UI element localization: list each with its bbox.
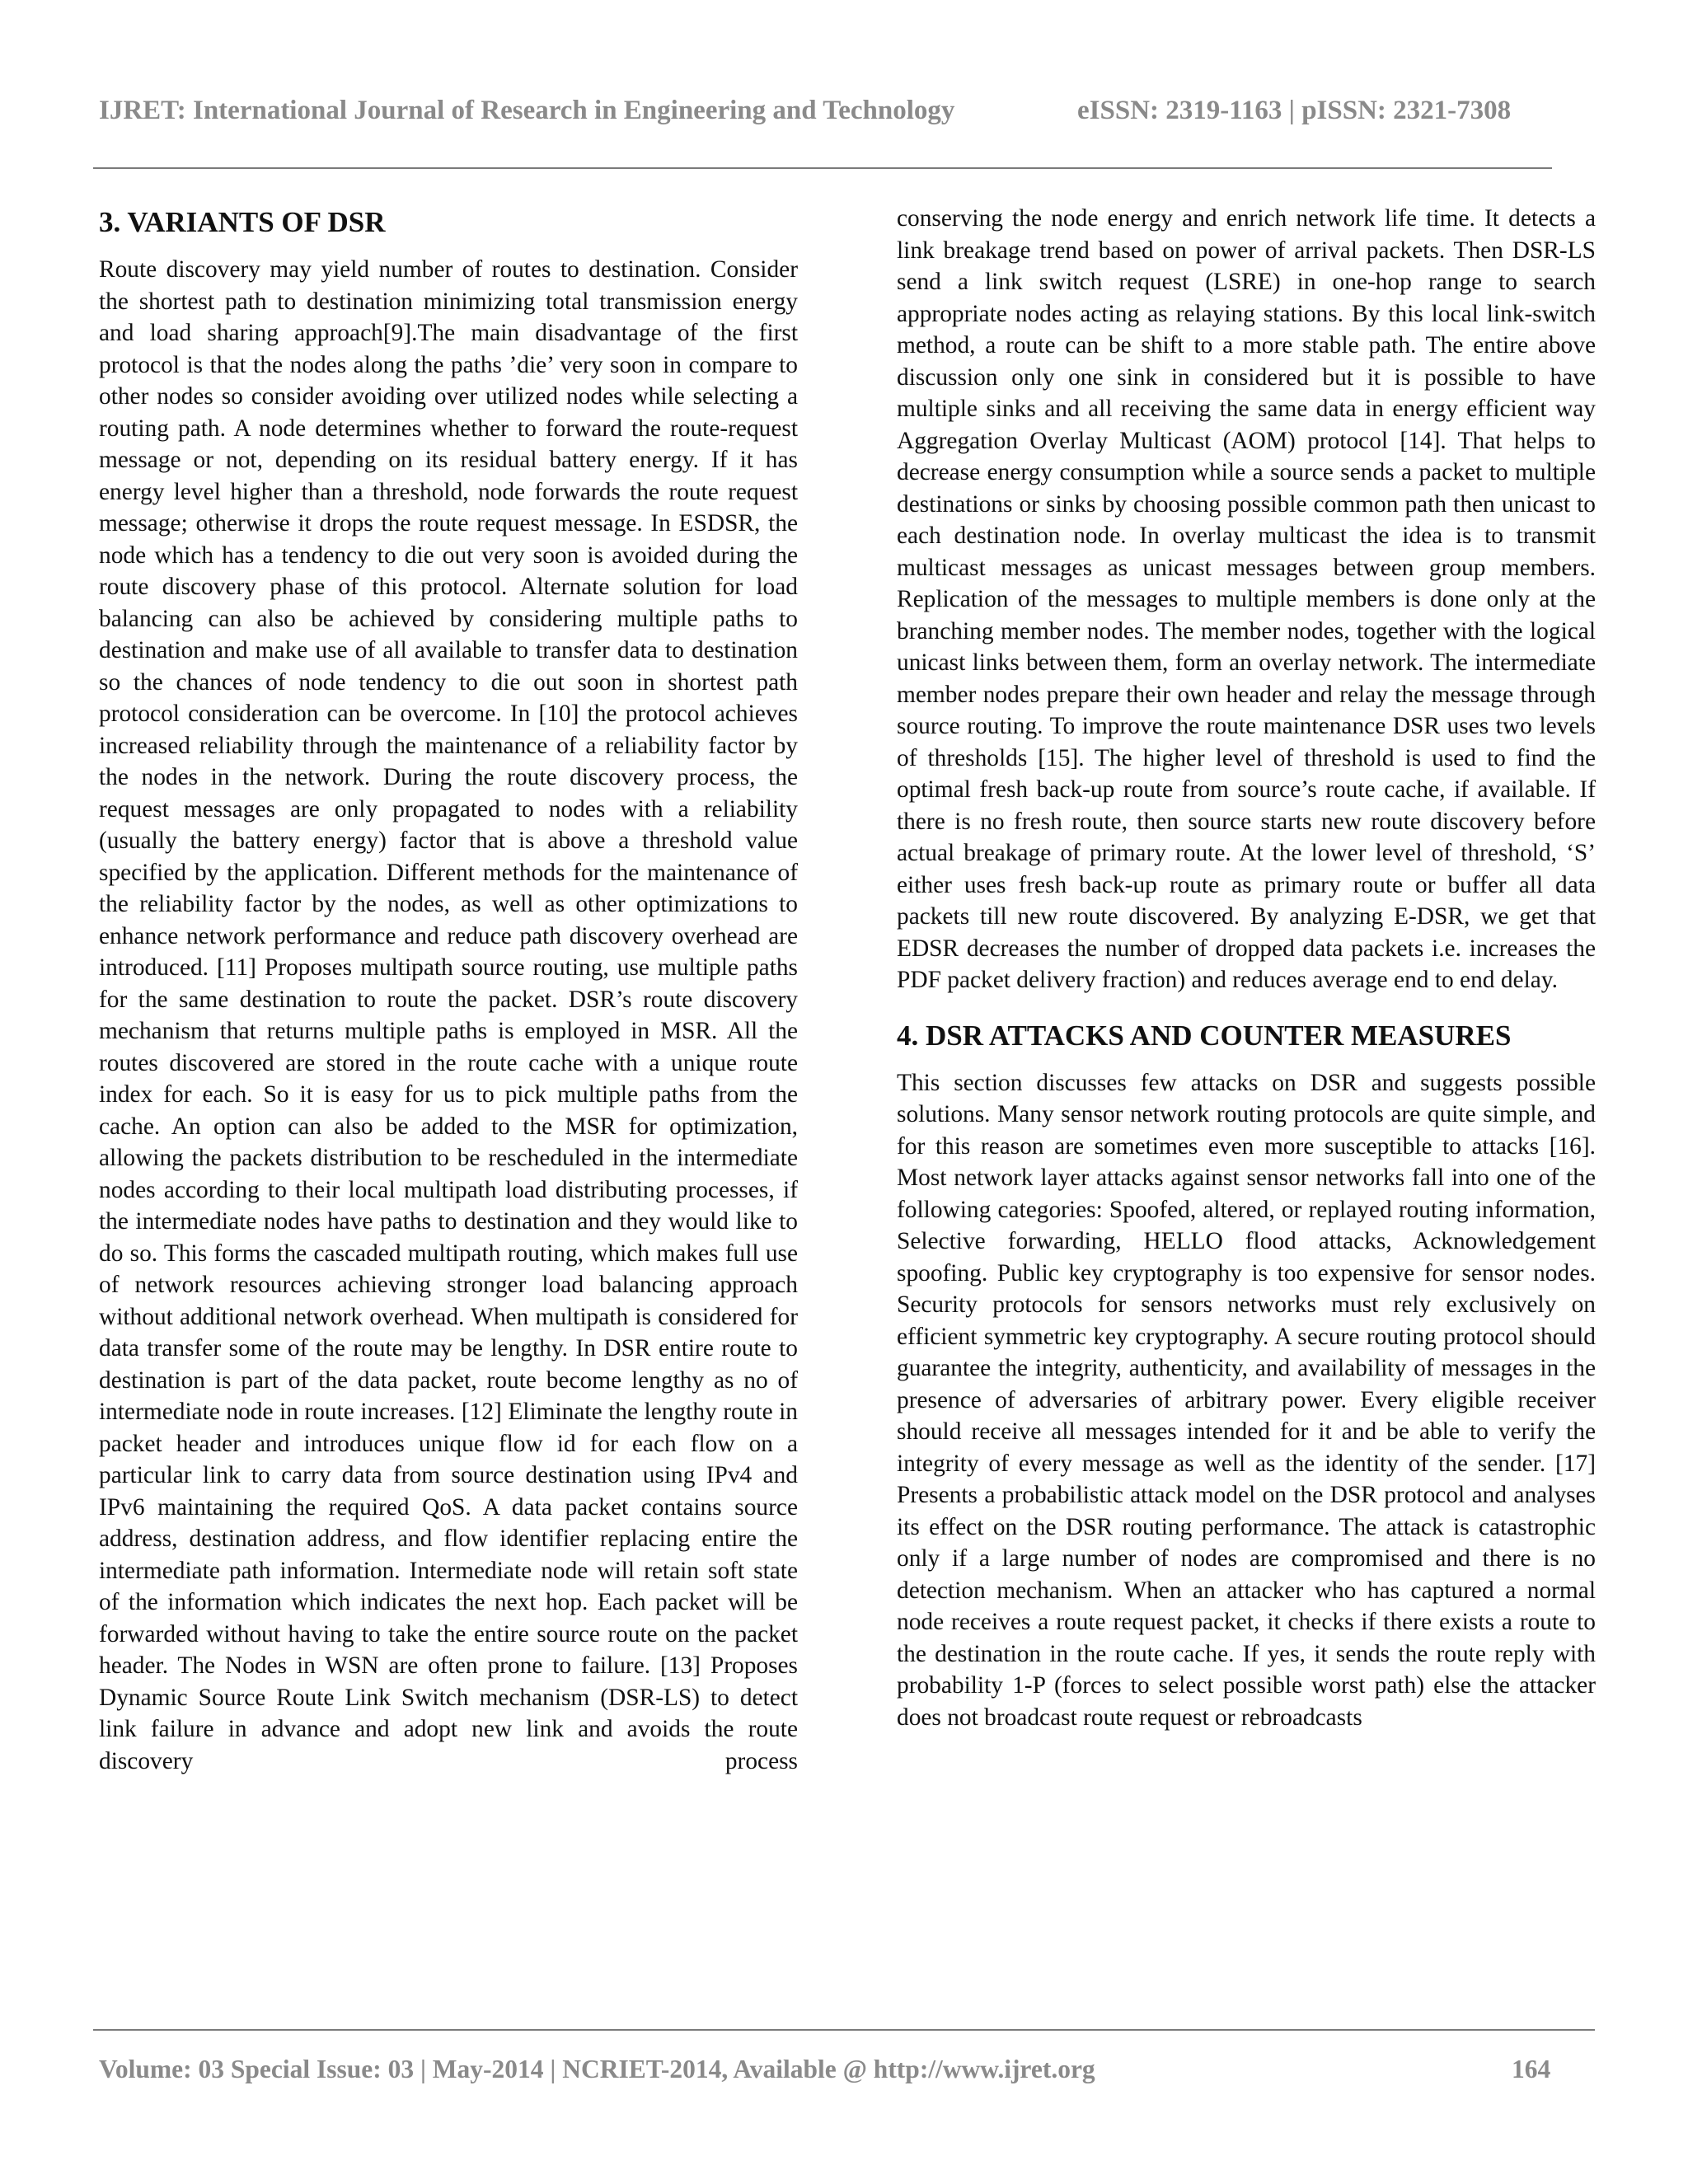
page-number: 164 <box>1512 2055 1551 2083</box>
volume-info: Volume: 03 Special Issue: 03 | May-2014 | NCRIET-2014, Available @ http://www.ijret.org <box>99 2055 1095 2083</box>
journal-title: IJRET: International Journal of Research in Engineering and Technology <box>99 96 955 125</box>
section-heading-variants: 3. VARIANTS OF DSR <box>99 206 386 238</box>
attacks-paragraph: This section discusses few attacks on DSR and suggests possible solutions. Many sensor network routing protocols are quite simple, and for this reason are sometimes even more susceptible to attacks [16]. Most network layer attacks against sensor networks fall into one of the following categories: Spoofed, altered, or replayed routing information, Selective forwarding, HELLO flood attacks, Acknowledgement spoofing. Public key cryptography is too expensive for sensor nodes. Security protocols for sensors networks must rely exclusively on efficient symmetric key cryptography. A secure routing protocol should guarantee the integrity, authenticity, and availability of messages in the presence of adversaries of arbitrary power. Every eligible receiver should receive all messages intended for it and be able to verify the integrity of every message as well as the identity of the sender. [17] Presents a probabilistic attack model on the DSR protocol and analyses its effect on the DSR routing performance. The attack is catastrophic only if a large number of nodes are compromised and there is no detection mechanism. When an attacker who has captured a normal node receives a route request packet, it checks if there exists a route to the destination in the route cache. If yes, it sends the route reply with probability 1-P (forces to select possible worst path) else the attacker does not broadcast route request or rebroadcasts <box>897 1069 1596 1731</box>
header-divider <box>93 167 1552 169</box>
right-column <box>897 203 1596 1733</box>
variants-paragraph-part-1: Route discovery may yield number of routes to destination. Consider the shortest path to destination minimizing total transmission energy and load sharing approach[9].The main disadvantage of the first protocol is that the nodes along the paths ’die’ very soon in compare to other nodes so consider avoiding over utilized nodes while selecting a routing path. A node determines whether to forward the route-request message or not, depending on its residual battery energy. If it has energy level higher than a threshold, node forwards the route request message; otherwise it drops the route request message. In ESDSR, the node which has a tendency to die out very soon is avoided during the route discovery phase of this protocol. Alternate solution for load balancing can also be achieved by considering multiple paths to destination and make use of all available to transfer data to destination so the chances of node tendency to die out soon in shortest path protocol consideration can be overcome. In [10] the protocol achieves increased reliability through the maintenance of a reliability factor by the nodes in the network. During the route discovery process, the request messages are only propagated to nodes with a reliability (usually the battery energy) factor that is above a threshold value specified by the application. Different methods for the maintenance of the reliability factor by the nodes, as well as other optimizations to enhance network performance and reduce path discovery overhead are introduced. [11] Proposes multipath source routing, use multiple paths for the same destination to route the packet. DSR’s route discovery mechanism that returns multiple paths is employed in MSR. All the routes discovered are stored in the route cache with a unique route index for each. So it is easy for us to pick multiple paths from the cache. An option can also be added to the MSR for optimization, allowing the packets distribution to be rescheduled in the intermediate nodes according to their local multipath load distributing processes, if the intermediate nodes have paths to destination and they would like to do so. This forms the cascaded multipath routing, which makes full use of network resources achieving stronger load balancing approach without additional network overhead. When multipath is considered for data transfer some of the route may be lengthy. In DSR entire route to destination is part of the data packet, route become lengthy as no of intermediate node in route increases. [12] Eliminate the lengthy route in packet header and introduces unique flow id for each flow on a particular link to carry data from source destination using IPv4 and IPv6 maintaining the required QoS. A data packet contains source address, destination address, and flow identifier replacing entire the intermediate path information. Intermediate node will retain soft state of the information which indicates the next hop. Each packet will be forwarded without having to take the entire source route on the packet header. The Nodes in WSN are often prone to failure. [13] Proposes Dynamic Source Route Link Switch mechanism (DSR-LS) to detect link failure in advance and adopt new link and avoids the route discovery process <box>99 256 798 1774</box>
running-header <box>99 96 1550 135</box>
section-heading-attacks: 4. DSR ATTACKS AND COUNTER MEASURES <box>897 1019 1512 1052</box>
issn-numbers: eISSN: 2319-1163 | pISSN: 2321-7308 <box>1077 96 1512 125</box>
footer-divider <box>93 2029 1595 2031</box>
variants-paragraph-part-2: conserving the node energy and enrich network life time. It detects a link breakage trend based on power of arrival packets. Then DSR-LS send a link switch request (LSRE) in one-hop range to search appropriate nodes acting as relaying stations. By this local link-switch method, a route can be shift to a more stable path. The entire above discussion only one sink in considered but it is possible to have multiple sinks and all receiving the same data in energy efficient way Aggregation Overlay Multicast (AOM) protocol [14]. That helps to decrease energy consumption while a source sends a packet to multiple destinations or sinks by choosing possible common path then unicast to each destination node. In overlay multicast the idea is to transmit multicast messages as unicast messages between group members. Replication of the messages to multiple members is done only at the branching member nodes. The member nodes, together with the logical unicast links between them, form an overlay network. The intermediate member nodes prepare their own header and relay the message through source routing. To improve the route maintenance DSR uses two levels of thresholds [15]. The higher level of threshold is used to find the optimal fresh back-up route from source’s route cache, if available. If there is no fresh route, then source starts new route discovery before actual breakage of primary route. At the lower level of threshold, ‘S’ either uses fresh back-up route as primary route or buffer all data packets till new route discovered. By analyzing E-DSR, we get that EDSR decreases the number of dropped data packets i.e. increases the PDF packet delivery fraction) and reduces average end to end delay. <box>897 205 1596 993</box>
left-column <box>99 204 798 1777</box>
running-footer <box>99 2055 1550 2094</box>
